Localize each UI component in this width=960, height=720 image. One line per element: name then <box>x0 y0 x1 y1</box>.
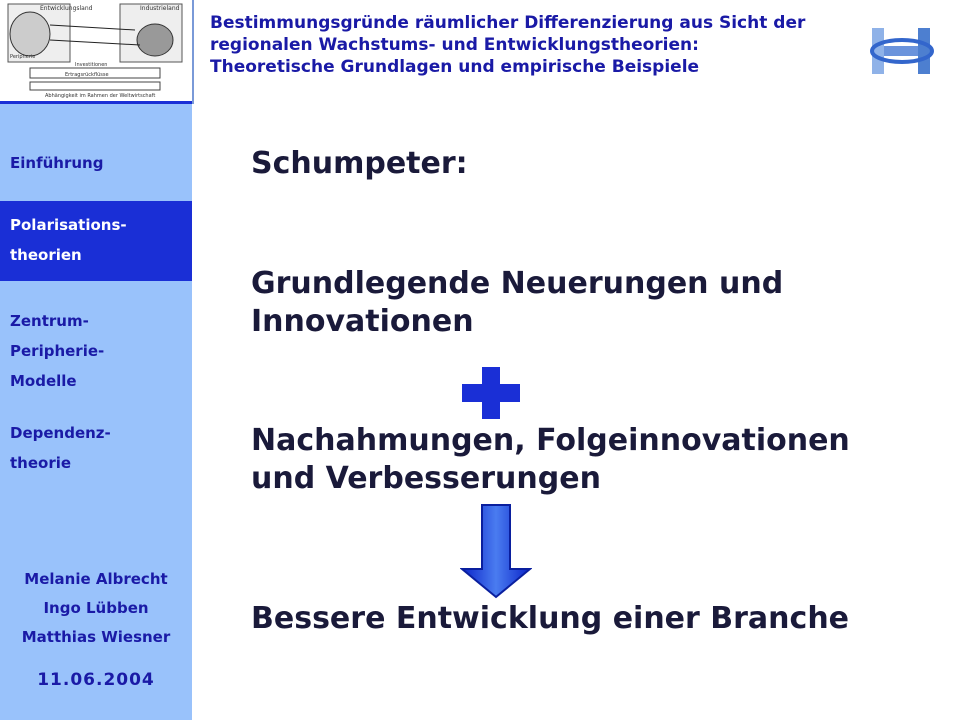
sidebar-item-zentrum-peripherie[interactable]: Zentrum- Peripherie- Modelle <box>10 312 105 390</box>
thumb-label-4: Ertragsrückflüsse <box>65 72 109 78</box>
thumb-label-3: Peripherie <box>10 54 36 60</box>
sidebar-item-dependenztheorie[interactable]: Dependenz- theorie <box>10 424 111 472</box>
thumb-label-2: Industrieland <box>140 5 180 12</box>
arrow-down-icon <box>460 503 532 599</box>
thumb-label-5: Investitionen <box>75 62 108 68</box>
authors: Melanie Albrecht Ingo Lübben Matthias Wiesner <box>21 570 171 646</box>
text-block-result: Bessere Entwicklung einer Branche <box>251 601 850 636</box>
text-block-imitations: Nachahmungen, Folgeinnovationen und Verbesserungen <box>251 423 850 496</box>
sidebar-item-polarisationstheorien[interactable]: Polarisations- theorien <box>0 201 192 281</box>
logo-icon <box>864 24 940 78</box>
plus-icon <box>462 367 520 419</box>
thumb-label-1: Entwicklungsland <box>40 5 93 12</box>
diagram-thumbnail <box>0 0 194 104</box>
slide-heading: Schumpeter: <box>251 146 468 181</box>
text-block-innovations: Grundlegende Neuerungen und Innovationen <box>251 266 784 339</box>
date: 11.06.2004 <box>37 670 155 690</box>
page-title: Bestimmungsgründe räumlicher Differenzierung aus Sicht der regionalen Wachstums- und Entwicklungstheorien: Theoretische Grundlagen und empirische Beispiele <box>210 13 806 77</box>
thumb-label-6: Abhängigkeit im Rahmen der Weltwirtschaft <box>45 93 156 99</box>
sidebar-item-einfuehrung[interactable]: Einführung <box>10 154 104 172</box>
